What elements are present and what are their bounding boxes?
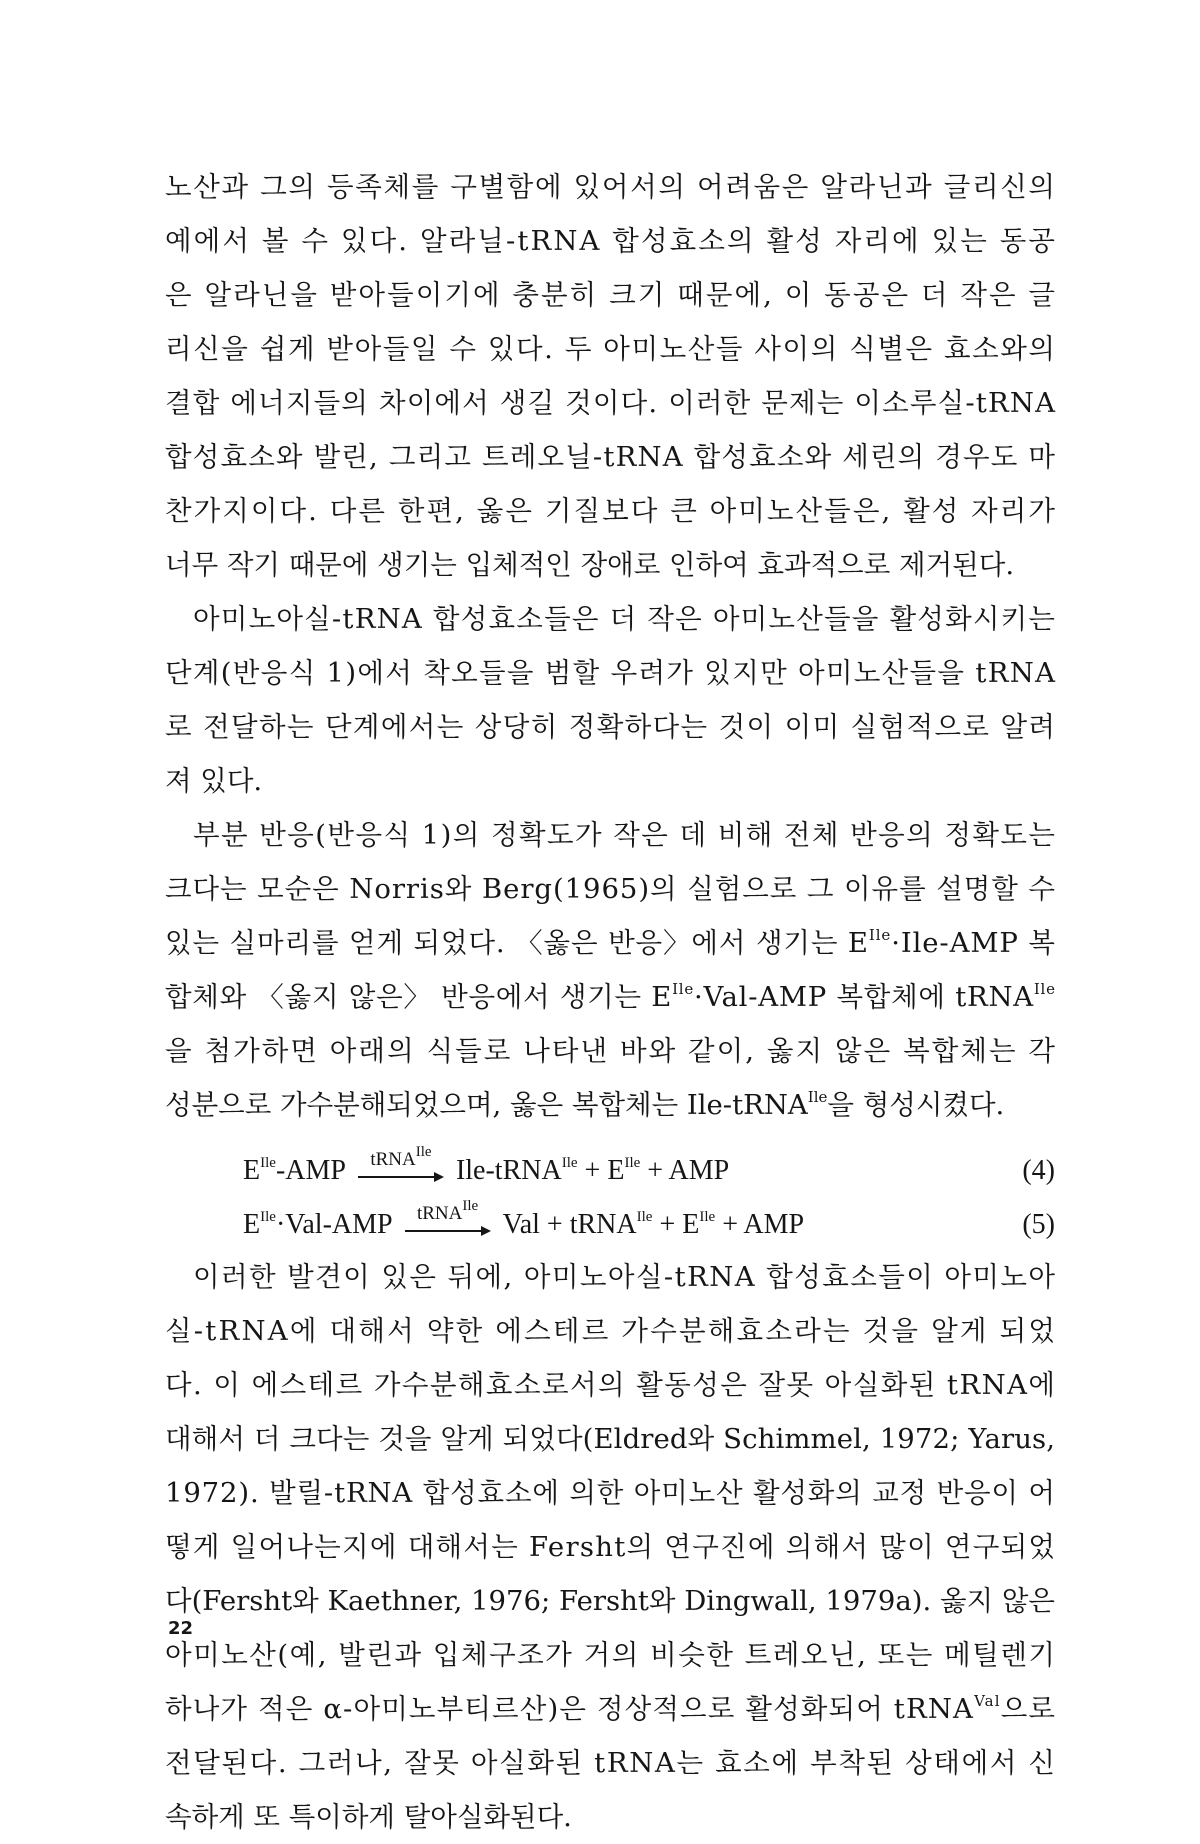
text-line: 결합 에너지들의 차이에서 생길 것이다. 이러한 문제는 이소루실-tRNA: [165, 387, 1057, 419]
arrow-right-icon: [405, 1224, 491, 1238]
text-line: 속하게 또 특이하게 탈아실화된다.: [165, 1801, 572, 1833]
text-line: 아미노산(예, 발린과 입체구조가 거의 비슷한 트레오닌, 또는 메틸렌기: [165, 1639, 1057, 1671]
text-line: 을 첨가하면 아래의 식들로 나타낸 바와 같이, 옳지 않은 복합체는 각: [165, 1035, 1058, 1067]
text-line: 너무 작기 때문에 생기는 입체적인 장애로 인하여 효과적으로 제거된다.: [165, 549, 1015, 581]
text-line: 전달된다. 그러나, 잘못 아실화된 tRNA는 효소에 부착된 상태에서 신: [165, 1747, 1057, 1779]
text-line: 아미노아실-tRNA 합성효소들은 더 작은 아미노산들을 활성화시키는: [193, 603, 1057, 635]
text-line: 예에서 볼 수 있다. 알라닐-tRNA 합성효소의 활성 자리에 있는 동공: [165, 225, 1058, 257]
equation-products: Val + tRNA$^{Ile}$ + $E^{Ile}$ + AMP: [502, 1208, 805, 1240]
text-line: 리신을 쉽게 받아들일 수 있다. 두 아미노산들 사이의 식별은 효소와의: [165, 333, 1057, 365]
text-line: 부분 반응(반응식 1)의 정확도가 작은 데 비해 전체 반응의 정확도는: [193, 819, 1057, 851]
text-line: 합성효소와 발린, 그리고 트레오닐-tRNA 합성효소와 세린의 경우도 마: [165, 441, 1057, 473]
text-line: 찬가지이다. 다른 한편, 옳은 기질보다 큰 아미노산들은, 활성 자리가: [165, 495, 1058, 527]
text-line: 다(Fersht와 Kaethner, 1976; Fersht와 Dingwall, 1979a). 옳지 않은: [165, 1585, 1055, 1617]
equation-4: [243, 1143, 1055, 1196]
text-line: 다. 이 에스테르 가수분해효소로서의 활동성은 잘못 아실화된 tRNA에: [165, 1369, 1057, 1401]
text-line: 실-tRNA에 대해서 약한 에스테르 가수분해효소라는 것을 알게 되었: [165, 1315, 1058, 1347]
text-line: 이러한 발견이 있은 뒤에, 아미노아실-tRNA 합성효소들이 아미노아: [193, 1261, 1057, 1293]
arrow-label: tRNA$^{Ile}$: [370, 1143, 432, 1170]
equation-number: (4): [1022, 1155, 1055, 1186]
text-line: 노산과 그의 등족체를 구별함에 있어서의 어려움은 알라닌과 글리신의: [165, 171, 1057, 203]
text-line: 있는 실마리를 얻게 되었다. 〈옳은 반응〉에서 생기는 $E^{Ile}\cdot Ile$-AMP 복: [165, 925, 1056, 959]
text-line: 하나가 적은 α-아미노부티르산)은 정상적으로 활성화되어 tRNA$^{Val}$으로: [165, 1691, 1057, 1725]
equation-number: (5): [1022, 1209, 1055, 1240]
text-line: 은 알라닌을 받아들이기에 충분히 크기 때문에, 이 동공은 더 작은 글: [165, 279, 1058, 311]
text-line: 크다는 모순은 Norris와 Berg(1965)의 실험으로 그 이유를 설명할 수: [165, 873, 1056, 905]
equation-reactant: $E^{Ile}$-AMP: [243, 1154, 346, 1186]
equation-reactant: $E^{Ile}\cdot Val$-AMP: [243, 1208, 393, 1240]
body-text: [165, 160, 1058, 1844]
text-line: 떻게 일어나는지에 대해서는 Fersht의 연구진에 의해서 많이 연구되었: [165, 1531, 1057, 1563]
reaction-arrow: [405, 1197, 491, 1238]
page-number: 22: [168, 1618, 194, 1639]
equation-products: Ile-tRNA$^{Ile}$ + $E^{Ile}$ + AMP: [455, 1154, 730, 1186]
text-line: 성분으로 가수분해되었으며, 옳은 복합체는 Ile-tRNA$^{Ile}$을 형성시켰다.: [165, 1087, 1005, 1121]
arrow-right-icon: [358, 1170, 444, 1184]
reaction-arrow: [358, 1143, 444, 1184]
equation-block: [165, 1132, 1055, 1250]
text-line: 대해서 더 크다는 것을 알게 되었다(Eldred와 Schimmel, 1972; Yarus,: [165, 1423, 1056, 1455]
text-line: 합체와 〈옳지 않은〉 반응에서 생기는 $E^{Ile}\cdot Val$-AMP 복합체에 tRNA$^{Ile}$: [165, 979, 1056, 1013]
equation-5: [243, 1197, 1055, 1250]
arrow-label: tRNA$^{Ile}$: [416, 1197, 479, 1224]
text-line: 단계(반응식 1)에서 착오들을 범할 우려가 있지만 아미노산들을 tRNA: [165, 657, 1057, 689]
text-line: 져 있다.: [165, 765, 263, 797]
text-line: 1972). 발릴-tRNA 합성효소에 의한 아미노산 활성화의 교정 반응이 어: [165, 1477, 1056, 1509]
text-line: 로 전달하는 단계에서는 상당히 정확하다는 것이 이미 실험적으로 알려: [165, 711, 1057, 743]
